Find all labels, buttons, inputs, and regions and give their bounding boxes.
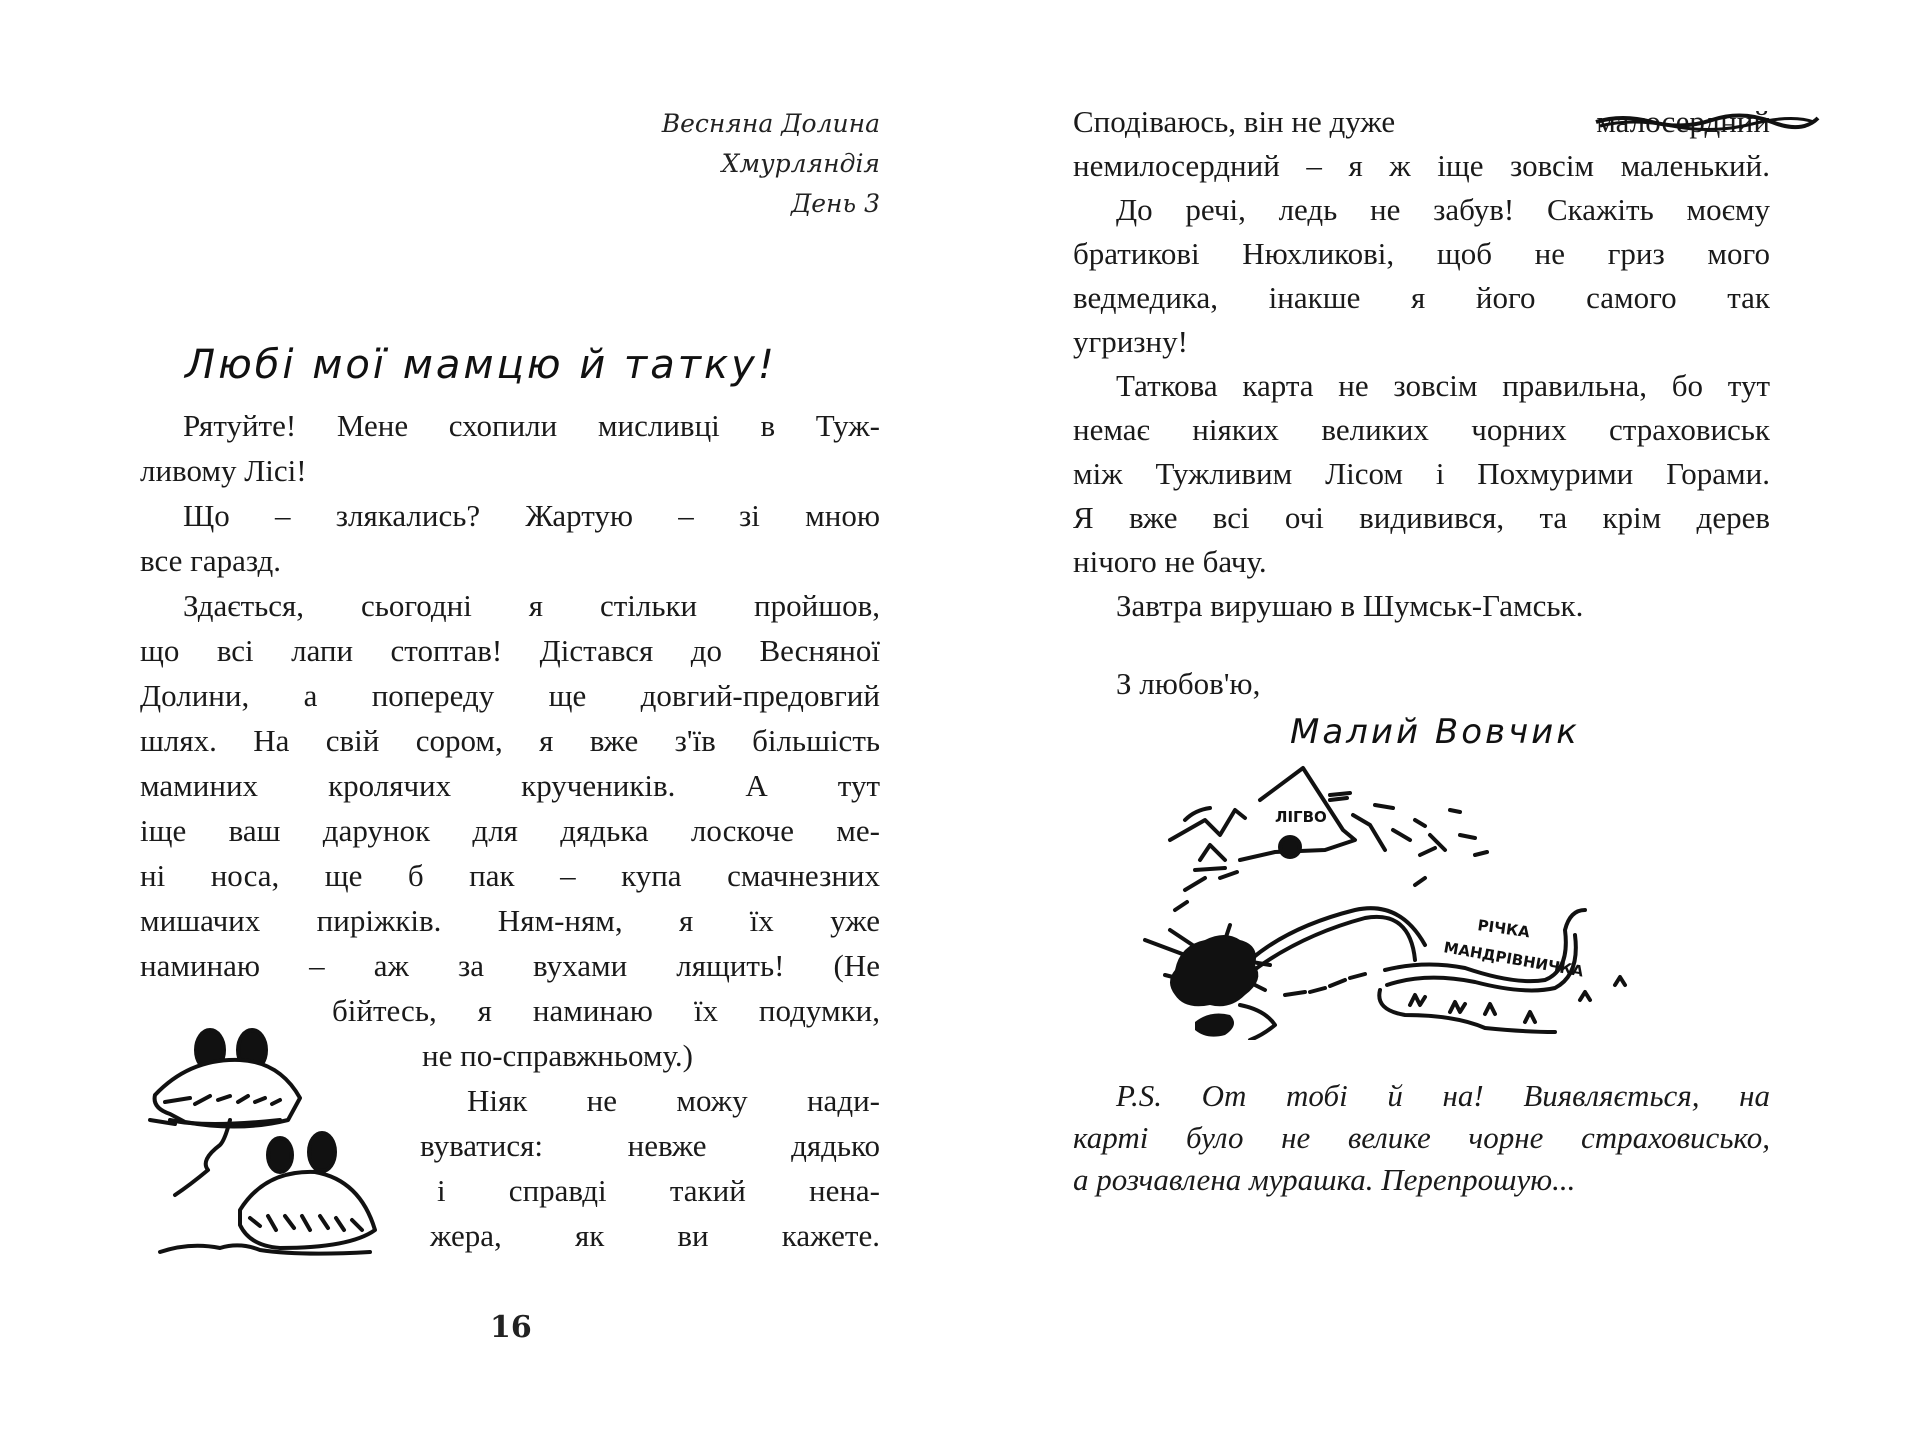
header-location: Весняна Долина [661,109,880,138]
body-line: До речі, ледь не забув! Скажіть моєму [1116,192,1770,227]
map-label-lair: ЛІГВО [1275,808,1327,826]
body-line: і справді такий нена- [437,1173,880,1208]
body-line: не по-справжньому.) [422,1038,694,1073]
body-line: нічого не бачу. [1073,544,1267,579]
body-line: жера, як ви кажете. [430,1218,880,1253]
body-line: що всі лапи стоптав! Дістався до Весняної [140,633,880,668]
mice-pies-illustration [130,1020,390,1265]
map-label-river-2: МАНДРІВНИЧКА [1442,938,1585,981]
greeting: Любі мої мамцю й татку! [185,342,777,388]
body-line: шлях. На свій сором, я вже з'їв більшість [140,723,880,758]
ps-line: карті було не велике чорне страховисько, [1073,1120,1770,1155]
body-line [1073,104,1770,140]
map-illustration [1125,760,1645,1040]
signature: Малий Вовчик [1290,712,1580,752]
page-number: 16 [490,1310,532,1345]
body-line: бійтесь, я наминаю їх подумки, [332,993,880,1028]
body-line: маминих кролячих кручеників. А тут [140,768,880,803]
body-line: наминаю – аж за вухами лящить! (Не [140,948,880,983]
body-line: немає ніяких великих чорних страховиськ [1073,412,1770,447]
body-line: між Тужливим Лісом і Похмурими Горами. [1073,456,1770,491]
body-line: Що – злякались? Жартую – зі мною [183,498,880,533]
closing: З любов'ю, [1116,666,1261,701]
body-line: ливому Лісі! [140,453,307,488]
body-line: іще ваш дарунок для дядька лоскоче ме- [140,813,880,848]
body-line: ведмедика, інакше я його самого так [1073,280,1770,315]
ps-line: P.S. От тобі й на! Виявляється, на [1116,1078,1770,1113]
crossed-out-word: малосердний [1596,104,1770,140]
body-line: угризну! [1073,324,1188,359]
header-region: Хмурляндія [721,149,880,178]
body-line: Я вже всі очі видивився, та крім дерев [1073,500,1770,535]
body-line: мишачих пиріжків. Ням-ням, я їх уже [140,903,880,938]
body-line: Рятуйте! Мене схопили мисливці в Туж- [183,408,880,443]
ps-line: а розчавлена мурашка. Перепрошую... [1073,1162,1576,1197]
body-line: Ніяк не можу нади- [467,1083,880,1118]
body-line: немилосердний – я ж іще зовсім маленький. [1073,148,1770,183]
body-line: Завтра вирушаю в Шумськ-Гамськ. [1116,588,1584,623]
scribble-strikethrough-icon [1592,106,1822,136]
body-line: ні носа, ще б пак – купа смачнезних [140,858,880,893]
body-line-text: Сподіваюсь, він не дуже [1073,104,1396,139]
body-line: вуватися: невже дядько [420,1128,880,1163]
map-label-river-1: РІЧКА [1476,916,1532,942]
body-line: Таткова карта не зовсім правильна, бо тут [1116,368,1770,403]
header-day: День 3 [790,189,880,218]
body-line: Долини, а попереду ще довгий-предовгий [140,678,880,713]
body-line: все гаразд. [140,543,282,578]
right-page [960,0,1920,1449]
body-line: братикові Нюхликові, щоб не гриз мого [1073,236,1770,271]
body-line: Здається, сьогодні я стільки пройшов, [183,588,880,623]
